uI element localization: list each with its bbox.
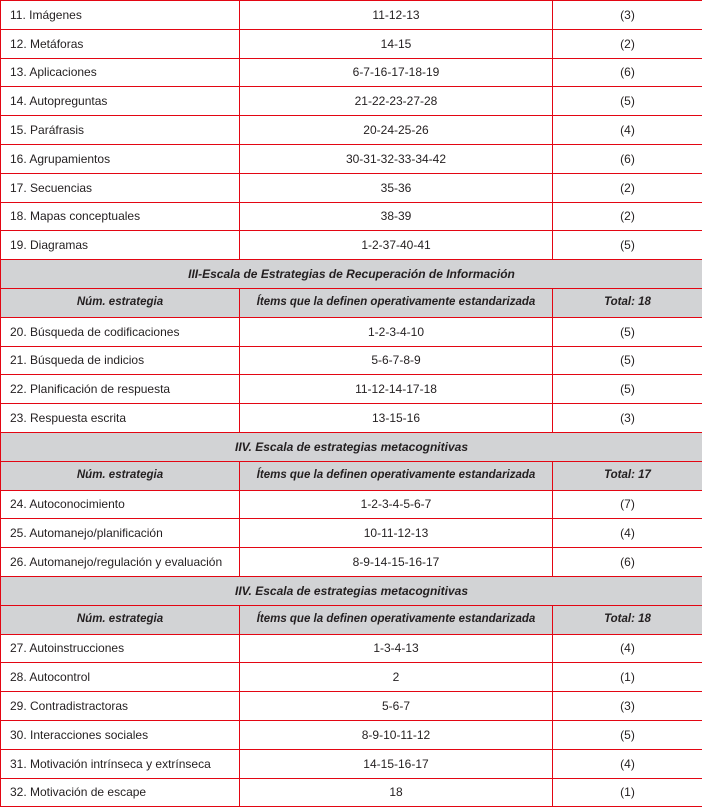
strategy-total: (3) — [553, 1, 702, 30]
table-row — [1, 692, 702, 721]
strategy-items: 1-2-3-4-10 — [240, 317, 553, 346]
table-row — [1, 375, 702, 404]
strategy-name: 32. Motivación de escape — [1, 778, 240, 807]
strategy-name: 30. Interacciones sociales — [1, 720, 240, 749]
table-row — [1, 1, 702, 30]
table-row — [1, 663, 702, 692]
strategy-items: 18 — [240, 778, 553, 807]
column-header-items: Ítems que la definen operativamente estandarizada — [240, 288, 553, 317]
column-header-total: Total: 18 — [553, 605, 702, 634]
strategy-total: (5) — [553, 317, 702, 346]
table-row — [1, 202, 702, 231]
strategy-items: 13-15-16 — [240, 404, 553, 433]
strategy-items: 6-7-16-17-18-19 — [240, 58, 553, 87]
column-header-row — [1, 288, 702, 317]
strategy-items: 1-2-3-4-5-6-7 — [240, 490, 553, 519]
strategy-total: (7) — [553, 490, 702, 519]
strategy-items: 8-9-14-15-16-17 — [240, 548, 553, 577]
table-row — [1, 490, 702, 519]
column-header-row — [1, 605, 702, 634]
strategy-total: (5) — [553, 346, 702, 375]
strategy-items: 14-15 — [240, 29, 553, 58]
strategy-items: 38-39 — [240, 202, 553, 231]
column-header-items: Ítems que la definen operativamente estandarizada — [240, 461, 553, 490]
strategy-total: (6) — [553, 548, 702, 577]
column-header-total: Total: 17 — [553, 461, 702, 490]
table-row — [1, 144, 702, 173]
strategy-items: 11-12-13 — [240, 1, 553, 30]
table-row — [1, 778, 702, 807]
strategy-name: 19. Diagramas — [1, 231, 240, 260]
strategy-total: (4) — [553, 116, 702, 145]
strategy-items: 1-3-4-13 — [240, 634, 553, 663]
strategy-name: 13. Aplicaciones — [1, 58, 240, 87]
strategy-total: (2) — [553, 29, 702, 58]
strategy-name: 17. Secuencias — [1, 173, 240, 202]
strategy-name: 26. Automanejo/regulación y evaluación — [1, 548, 240, 577]
column-header-row — [1, 461, 702, 490]
strategy-items: 10-11-12-13 — [240, 519, 553, 548]
strategy-name: 27. Autoinstrucciones — [1, 634, 240, 663]
strategy-name: 18. Mapas conceptuales — [1, 202, 240, 231]
table-row — [1, 116, 702, 145]
strategy-name: 21. Búsqueda de indicios — [1, 346, 240, 375]
strategy-total: (6) — [553, 58, 702, 87]
strategy-total: (5) — [553, 231, 702, 260]
section-title: III-Escala de Estrategias de Recuperación de Información — [1, 260, 702, 289]
strategy-total: (3) — [553, 404, 702, 433]
strategy-total: (4) — [553, 519, 702, 548]
strategy-total: (1) — [553, 778, 702, 807]
table-row — [1, 519, 702, 548]
strategy-items: 20-24-25-26 — [240, 116, 553, 145]
strategy-total: (1) — [553, 663, 702, 692]
strategy-total: (2) — [553, 173, 702, 202]
strategy-total: (5) — [553, 87, 702, 116]
strategy-items: 35-36 — [240, 173, 553, 202]
strategy-items: 5-6-7 — [240, 692, 553, 721]
strategy-total: (4) — [553, 749, 702, 778]
table-row — [1, 58, 702, 87]
strategy-total: (2) — [553, 202, 702, 231]
column-header-strategy: Núm. estrategia — [1, 605, 240, 634]
section-title: IIV. Escala de estrategias metacognitivas — [1, 432, 702, 461]
strategy-items: 30-31-32-33-34-42 — [240, 144, 553, 173]
strategy-name: 31. Motivación intrínseca y extrínseca — [1, 749, 240, 778]
strategy-total: (6) — [553, 144, 702, 173]
table-row — [1, 404, 702, 433]
table-row — [1, 87, 702, 116]
strategy-name: 20. Búsqueda de codificaciones — [1, 317, 240, 346]
strategy-name: 23. Respuesta escrita — [1, 404, 240, 433]
section-title: IIV. Escala de estrategias metacognitivas — [1, 576, 702, 605]
strategy-items: 11-12-14-17-18 — [240, 375, 553, 404]
strategy-name: 29. Contradistractoras — [1, 692, 240, 721]
table-row — [1, 720, 702, 749]
section-title-row — [1, 576, 702, 605]
strategy-items: 21-22-23-27-28 — [240, 87, 553, 116]
strategy-total: (4) — [553, 634, 702, 663]
strategy-total: (3) — [553, 692, 702, 721]
table-row — [1, 231, 702, 260]
strategy-total: (5) — [553, 375, 702, 404]
table-row — [1, 317, 702, 346]
strategy-name: 14. Autopreguntas — [1, 87, 240, 116]
table-row — [1, 346, 702, 375]
strategy-name: 12. Metáforas — [1, 29, 240, 58]
strategy-name: 22. Planificación de respuesta — [1, 375, 240, 404]
table-row — [1, 29, 702, 58]
strategy-items: 2 — [240, 663, 553, 692]
strategy-name: 28. Autocontrol — [1, 663, 240, 692]
strategy-items: 14-15-16-17 — [240, 749, 553, 778]
strategy-items: 1-2-37-40-41 — [240, 231, 553, 260]
section-title-row — [1, 260, 702, 289]
strategy-name: 15. Paráfrasis — [1, 116, 240, 145]
strategy-items: 8-9-10-11-12 — [240, 720, 553, 749]
strategy-items: 5-6-7-8-9 — [240, 346, 553, 375]
table-row — [1, 173, 702, 202]
column-header-strategy: Núm. estrategia — [1, 288, 240, 317]
table-row — [1, 548, 702, 577]
strategy-total: (5) — [553, 720, 702, 749]
column-header-items: Ítems que la definen operativamente estandarizada — [240, 605, 553, 634]
strategy-name: 25. Automanejo/planificación — [1, 519, 240, 548]
table-row — [1, 749, 702, 778]
strategy-name: 11. Imágenes — [1, 1, 240, 30]
strategy-name: 24. Autoconocimiento — [1, 490, 240, 519]
column-header-strategy: Núm. estrategia — [1, 461, 240, 490]
column-header-total: Total: 18 — [553, 288, 702, 317]
section-title-row — [1, 432, 702, 461]
strategy-name: 16. Agrupamientos — [1, 144, 240, 173]
table-row — [1, 634, 702, 663]
